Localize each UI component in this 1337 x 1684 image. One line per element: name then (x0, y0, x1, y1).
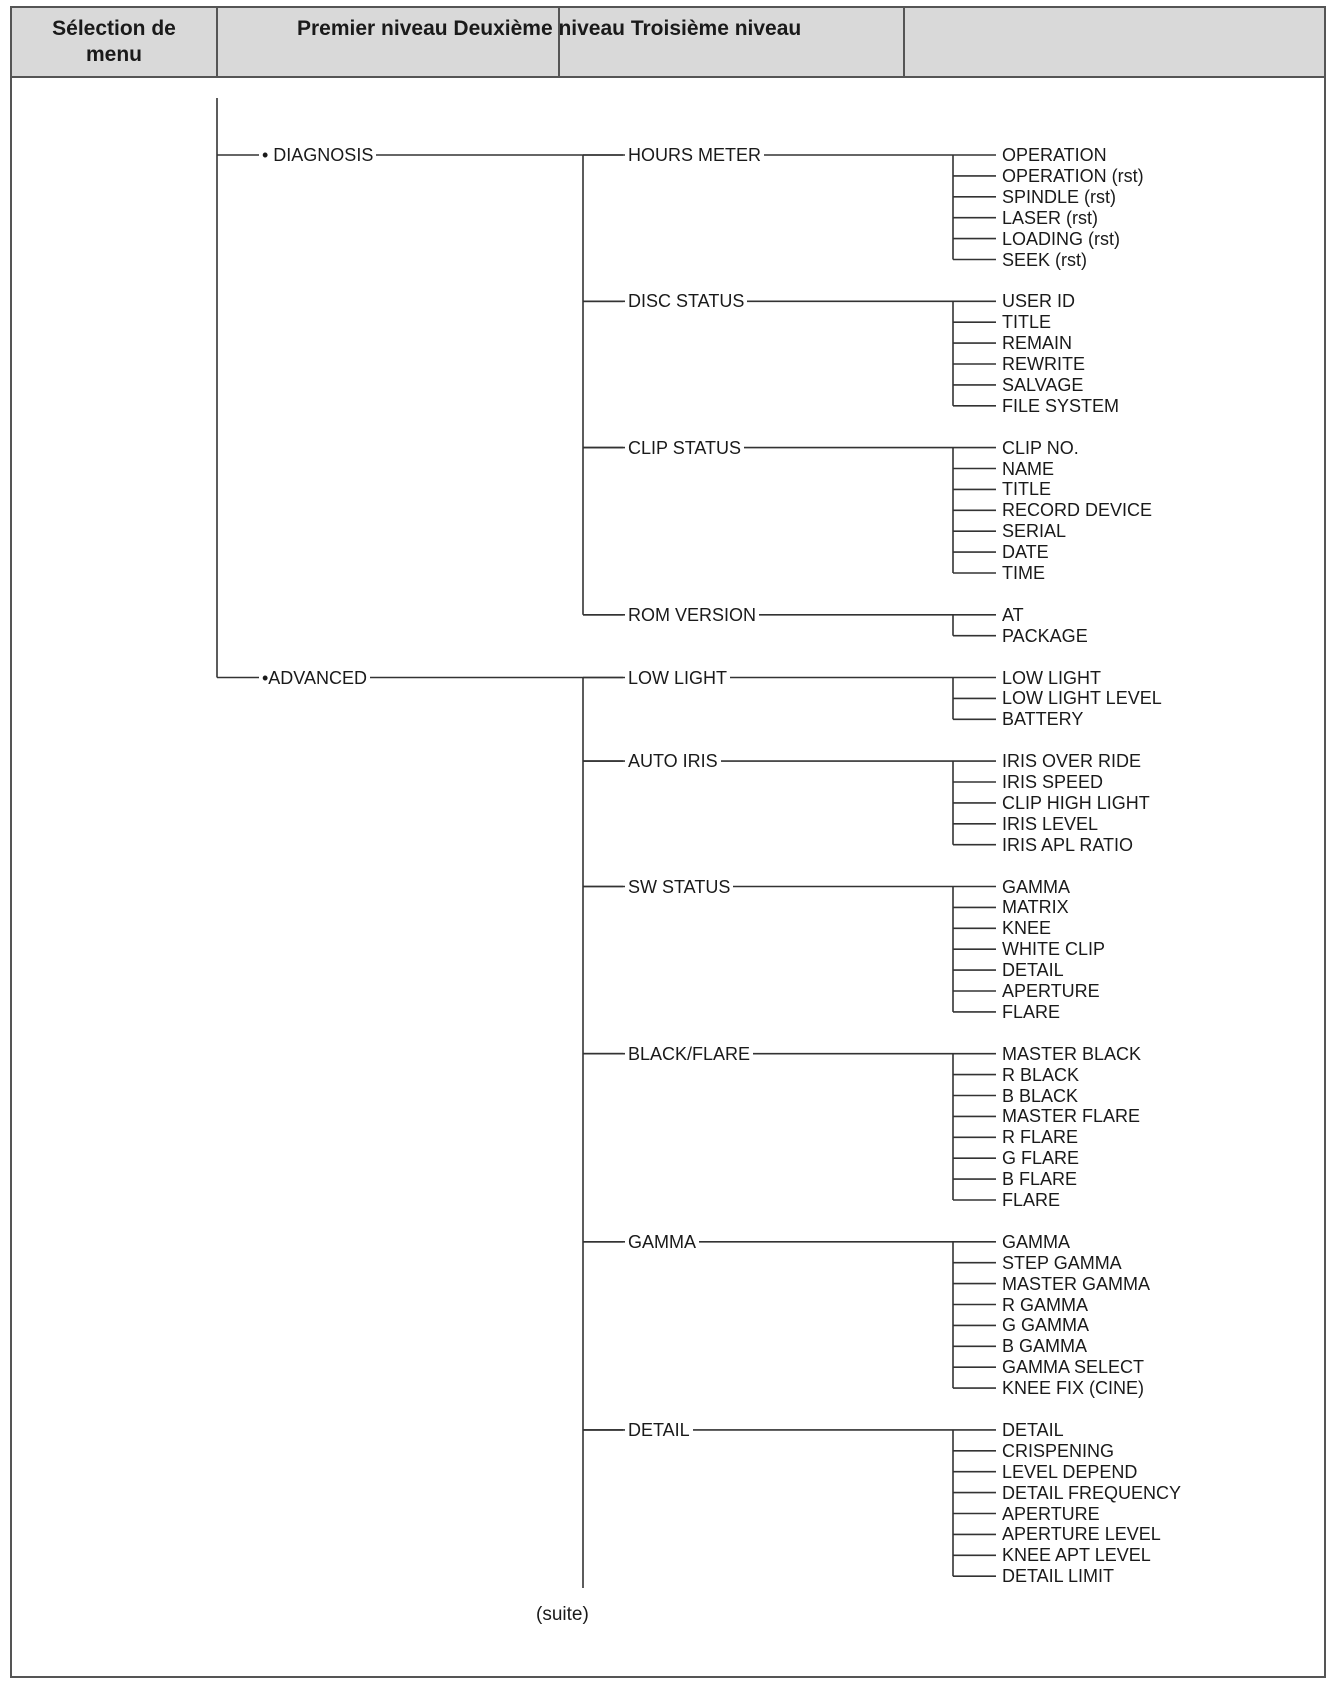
level3-item: G FLARE (999, 1148, 1082, 1168)
level3-item: KNEE FIX (CINE) (999, 1378, 1147, 1398)
level3-item: B BLACK (999, 1086, 1081, 1106)
level3-item: DATE (999, 542, 1052, 562)
level3-item: LOW LIGHT LEVEL (999, 688, 1165, 708)
header-levels: Premier niveau Deuxième niveau Troisième niveau (297, 17, 802, 40)
level3-item: SALVAGE (999, 375, 1086, 395)
level3-item: GAMMA (999, 1232, 1073, 1252)
level3-item: USER ID (999, 291, 1078, 311)
level3-item: G GAMMA (999, 1315, 1092, 1335)
level3-item: TIME (999, 563, 1048, 583)
level3-item: REWRITE (999, 354, 1088, 374)
level3-item: FILE SYSTEM (999, 396, 1122, 416)
level2-item: GAMMA (625, 1232, 699, 1252)
level3-item: IRIS OVER RIDE (999, 751, 1144, 771)
header-menu-selection: Sélection de menu (52, 17, 176, 66)
level3-item: KNEE APT LEVEL (999, 1545, 1154, 1565)
level3-item: NAME (999, 459, 1057, 479)
level3-item: IRIS LEVEL (999, 814, 1101, 834)
level3-item: B FLARE (999, 1169, 1080, 1189)
level2-item: CLIP STATUS (625, 438, 744, 458)
level2-item: BLACK/FLARE (625, 1044, 753, 1064)
level3-item: TITLE (999, 479, 1054, 499)
level3-item: SEEK (rst) (999, 250, 1090, 270)
level3-item: PACKAGE (999, 626, 1091, 646)
level1-item: •ADVANCED (259, 668, 370, 688)
level3-item: R BLACK (999, 1065, 1082, 1085)
level3-item: DETAIL FREQUENCY (999, 1483, 1184, 1503)
level3-item: LASER (rst) (999, 208, 1101, 228)
level3-item: CLIP NO. (999, 438, 1082, 458)
level2-item: DETAIL (625, 1420, 693, 1440)
level3-item: APERTURE (999, 1504, 1103, 1524)
level3-item: MASTER GAMMA (999, 1274, 1153, 1294)
level3-item: FLARE (999, 1190, 1063, 1210)
level3-item: R FLARE (999, 1127, 1081, 1147)
level3-item: REMAIN (999, 333, 1075, 353)
level2-item: AUTO IRIS (625, 751, 721, 771)
level2-item: HOURS METER (625, 145, 764, 165)
level2-item: DISC STATUS (625, 291, 747, 311)
level3-item: CRISPENING (999, 1441, 1117, 1461)
level3-item: WHITE CLIP (999, 939, 1108, 959)
level3-item: TITLE (999, 312, 1054, 332)
level3-item: RECORD DEVICE (999, 500, 1155, 520)
level3-item: AT (999, 605, 1027, 625)
level3-item: SPINDLE (rst) (999, 187, 1119, 207)
level1-item: • DIAGNOSIS (259, 145, 376, 165)
level3-item: APERTURE (999, 981, 1103, 1001)
level3-item: FLARE (999, 1002, 1063, 1022)
level3-item: MASTER BLACK (999, 1044, 1144, 1064)
level3-item: DETAIL (999, 1420, 1067, 1440)
level3-item: DETAIL (999, 960, 1067, 980)
level3-item: APERTURE LEVEL (999, 1524, 1164, 1544)
level3-item: OPERATION (999, 145, 1110, 165)
level3-item: LOW LIGHT (999, 668, 1104, 688)
level3-item: IRIS SPEED (999, 772, 1106, 792)
continued-note: (suite) (536, 1604, 589, 1625)
level3-item: LEVEL DEPEND (999, 1462, 1140, 1482)
level3-item: STEP GAMMA (999, 1253, 1125, 1273)
level2-item: ROM VERSION (625, 605, 759, 625)
level3-item: IRIS APL RATIO (999, 835, 1136, 855)
level3-item: DETAIL LIMIT (999, 1566, 1117, 1586)
level3-item: LOADING (rst) (999, 229, 1123, 249)
level3-item: MASTER FLARE (999, 1106, 1143, 1126)
level2-item: LOW LIGHT (625, 668, 730, 688)
level3-item: BATTERY (999, 709, 1086, 729)
level3-item: GAMMA SELECT (999, 1357, 1147, 1377)
level3-item: MATRIX (999, 897, 1072, 917)
level3-item: R GAMMA (999, 1295, 1091, 1315)
level3-item: B GAMMA (999, 1336, 1090, 1356)
level3-item: OPERATION (rst) (999, 166, 1147, 186)
level3-item: KNEE (999, 918, 1054, 938)
level3-item: GAMMA (999, 877, 1073, 897)
level3-item: SERIAL (999, 521, 1069, 541)
level3-item: CLIP HIGH LIGHT (999, 793, 1153, 813)
level2-item: SW STATUS (625, 877, 733, 897)
